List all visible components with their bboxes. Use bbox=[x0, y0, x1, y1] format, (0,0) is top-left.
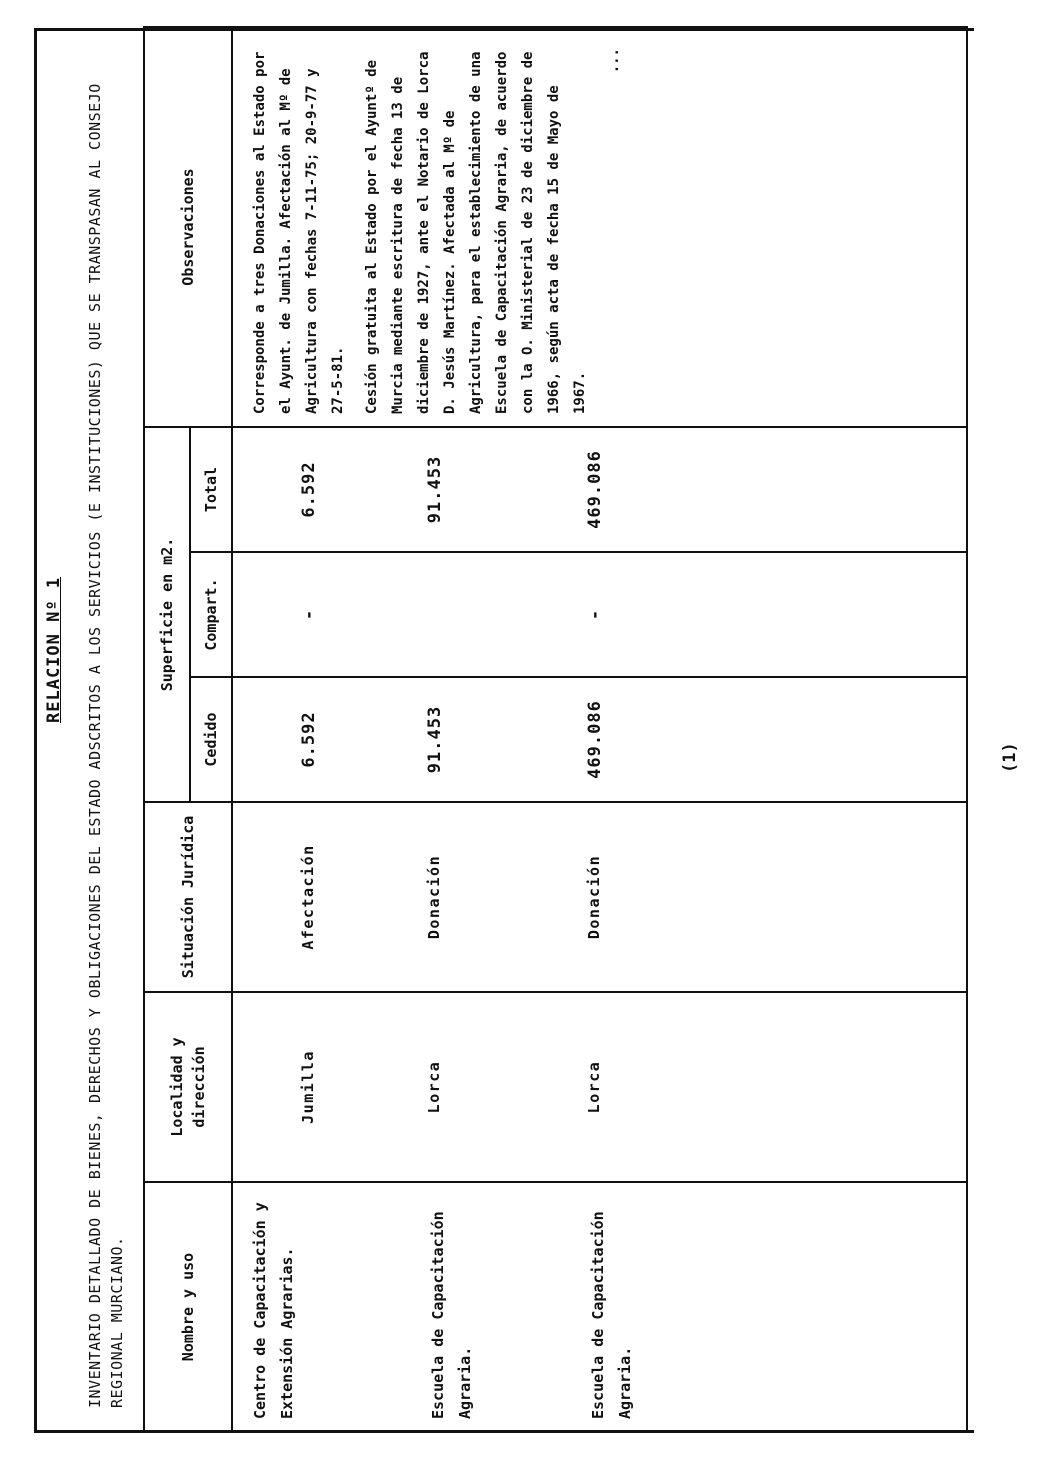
observacion-1: Corresponde a tres Donaciones al Estado por el Ayunt. de Jumilla. Afectación al Mº de Agricultura con fechas 7-11-75; 20-9-77 y 27-5-81. bbox=[252, 51, 346, 414]
row-3-nombre: Escuela de Capacitación Agraria. bbox=[589, 1211, 634, 1419]
column-situacion bbox=[232, 802, 967, 992]
header-observaciones: Observaciones bbox=[144, 27, 232, 427]
row-2-total: 91.453 bbox=[425, 455, 445, 524]
header-situacion: Situación Jurídica bbox=[144, 802, 232, 992]
row-2-compart bbox=[425, 565, 585, 664]
document-heading: RELACION Nº 1 bbox=[44, 576, 64, 723]
row-1-compart: - bbox=[299, 608, 319, 621]
column-total bbox=[232, 427, 967, 552]
column-nombre bbox=[232, 1182, 967, 1432]
column-observaciones bbox=[232, 27, 967, 427]
header-superficie: Superficie en m2. bbox=[144, 427, 190, 802]
header-total: Total bbox=[190, 427, 232, 552]
inventory-table bbox=[143, 26, 968, 1433]
row-1-localidad: Jumilla bbox=[299, 1050, 317, 1124]
row-2-situacion: Donación bbox=[425, 854, 443, 940]
row-1-total: 6.592 bbox=[299, 461, 319, 518]
row-1-situacion: Afectación bbox=[299, 844, 317, 950]
header-compart: Compart. bbox=[190, 552, 232, 677]
page-number: (1) bbox=[1000, 742, 1020, 773]
header-localidad: Localidad y dirección bbox=[144, 992, 232, 1182]
header-row bbox=[144, 27, 190, 1432]
header-nombre: Nombre y uso bbox=[144, 1182, 232, 1432]
observacion-2: Cesión gratuita al Estado por el Ayuntº de Murcia mediante escritura de fecha 13 de diciembre de 1927, ante el Notario de Lorca D. Jesús Martínez. Afectada al Mº de Agricultura, para el establecimiento de una Escuela de Capacitación Agraria, de acuerdo con la O. Ministerial de 23 de diciembre de 1966, según acta de fecha 15 de Mayo de 1967. bbox=[364, 51, 588, 414]
column-localidad bbox=[232, 992, 967, 1182]
row-3-localidad: Lorca bbox=[585, 1060, 603, 1114]
document-intro: INVENTARIO DETALLADO DE BIENES, DERECHOS Y OBLIGACIONES DEL ESTADO ADSCRITOS A LOS SERVICIOS (E INSTITUCIONES) QUE SE TRANSPASAN AL CONSEJO REGIONAL MURCIANO. bbox=[86, 83, 126, 1408]
row-2-cedido: 91.453 bbox=[425, 705, 445, 774]
observacion-continued-ellipsis: ... bbox=[606, 48, 622, 74]
row-2-localidad: Lorca bbox=[425, 1060, 443, 1114]
row-1-cedido: 6.592 bbox=[299, 711, 319, 768]
row-3-total: 469.086 bbox=[585, 450, 605, 529]
row-1-nombre: Centro de Capacitación y Extensión Agrarias. bbox=[251, 1202, 296, 1419]
header-cedido: Cedido bbox=[190, 677, 232, 802]
row-3-compart: - bbox=[585, 608, 605, 621]
frame-top-rule bbox=[34, 28, 37, 1433]
table-body-row bbox=[232, 27, 967, 1432]
column-compart bbox=[232, 552, 967, 677]
row-3-situacion: Donación bbox=[585, 854, 603, 940]
row-2-nombre: Escuela de Capacitación Agraria. bbox=[429, 1211, 474, 1419]
row-3-cedido: 469.086 bbox=[585, 700, 605, 779]
column-cedido bbox=[232, 677, 967, 802]
